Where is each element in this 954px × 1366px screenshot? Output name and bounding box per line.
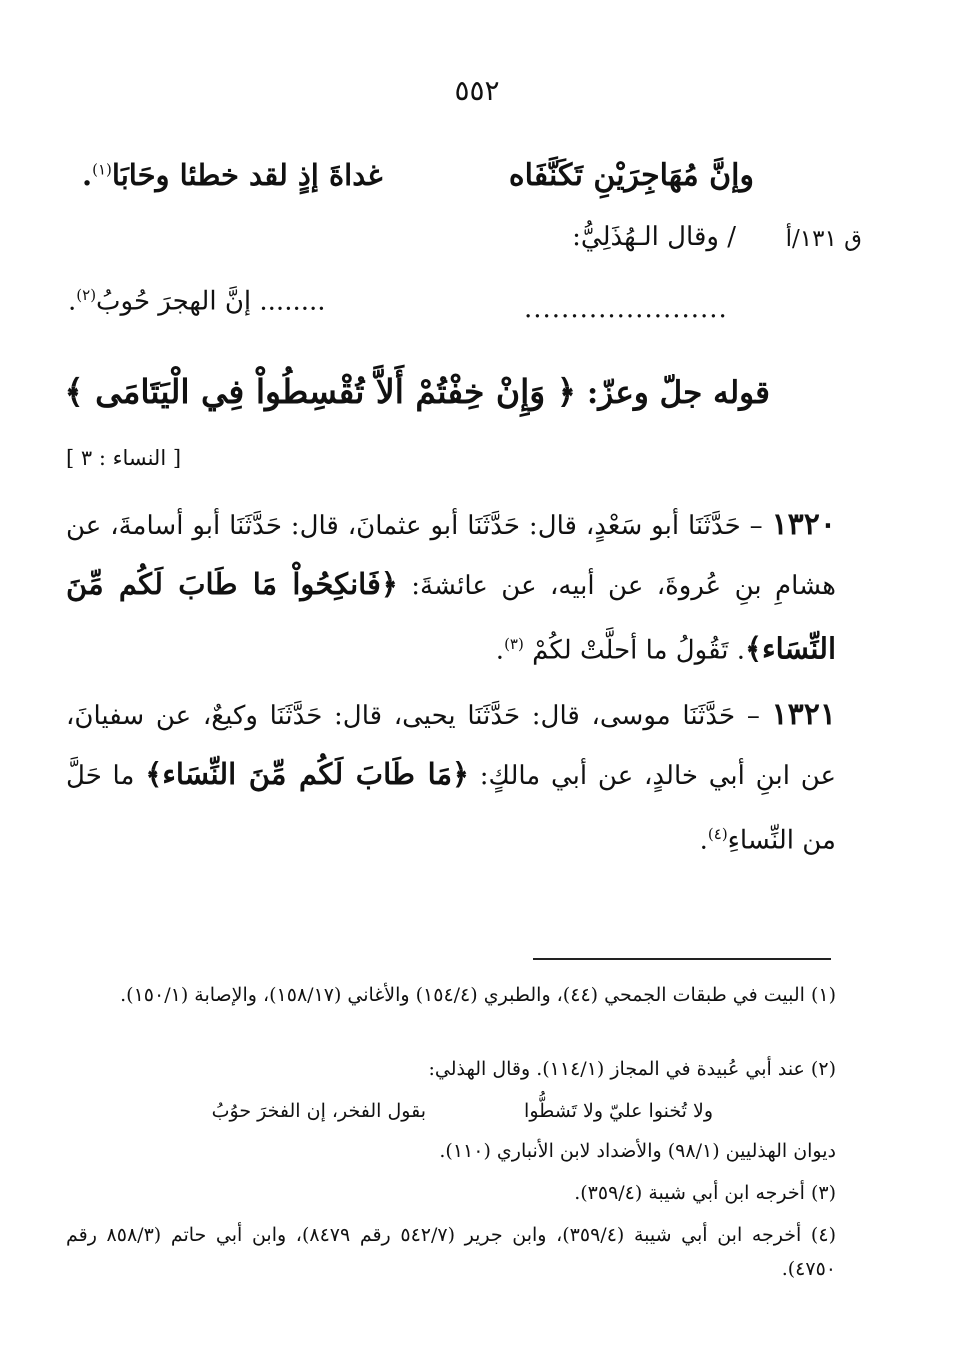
half-verse — [68, 286, 326, 317]
half-verse-text: ........ إنَّ الهجرَ حُوبُ — [96, 286, 326, 317]
footnote-2: (٢) عند أبي عُبيدة في المجاز (١١٤/١). وقال الهذلي: — [428, 1058, 836, 1080]
footnote-ref-1: (١) — [92, 160, 112, 179]
quran-quote: ﴿فَانكِحُواْ مَا طَابَ لَكُم مِّنَ النِّسَاء﴾ — [66, 567, 836, 666]
hadith-number: ١٣٢١ — [771, 697, 836, 732]
hadith-end: . — [699, 825, 708, 856]
missing-hemistich-dots: ...................... — [524, 294, 728, 324]
hadith-text-tail: . تَقُولُ ما أحلَّتْ لكُمْ — [532, 635, 746, 666]
hadith-text-tail: ما حَلَّ من النِّساءِ — [66, 761, 836, 856]
verse-second-hemistich-text: غداةَ إذٍ لقد خطئا وحَابَا — [111, 158, 383, 192]
page-number: ٥٥٢ — [454, 74, 500, 107]
footnote-3: (٣) أخرجه ابن أبي شيبة (٣٥٩/٤). — [574, 1182, 836, 1204]
footnote-2-source: ديوان الهذليين (٩٨/١) والأضداد لابن الأنباري (١١٠). — [439, 1140, 836, 1162]
hadith-text: – حَدَّثَنَا موسى، قال: حَدَّثَنَا يحيى، قال: حَدَّثَنَا وكيعٌ، عن سفيانَ، عن ابنِ أبي خالدٍ، عن أبي مالكٍ: — [66, 701, 836, 791]
manuscript-folio-note: ق ١٣١/أ — [785, 226, 862, 252]
hadith-1321 — [66, 686, 836, 870]
footnote-4: (٤) أخرجه ابن أبي شيبة (٣٥٩/٤)، وابن جرير (٥٤٢/٧ رقم ٨٤٧٩)، وابن أبي حاتم (٨٥٨/٣ رقم ٤٧٥٠). — [66, 1224, 836, 1280]
verse-second-hemistich: غداةَ إذٍ لقد خطئا وحَابَا$^{(١)}$. — [82, 158, 383, 192]
footnote-separator — [533, 958, 831, 960]
heading-ayah: ﴿ وَإِنْ خِفْتُمْ أَلاَّ تُقْسِطُواْ فِي الْيَتَامَى ﴾ — [64, 372, 577, 411]
hudhali-line: / وقال الـهُذَلِيُّ: — [572, 222, 736, 252]
section-heading — [64, 372, 770, 411]
hadith-end: . — [495, 635, 505, 666]
heading-intro: قوله جلّ وعزّ: — [586, 375, 770, 411]
surah-reference: [ النساء : ٣ ] — [66, 446, 182, 470]
footnote-2-hemistich-1: ولا تُخنوا عليّ ولا تَشطُّوا — [524, 1100, 713, 1122]
footnote-ref-4: (٤) — [707, 825, 728, 843]
footnote-ref-2: (٢) — [76, 286, 97, 304]
hadith-text: – حَدَّثَنَا أبو سَعْدٍ، قال: حَدَّثَنَا أبو عثمانَ، قال: حَدَّثَنَا أبو أسامةَ، عن هشامِ بنِ عُروةَ، عن أبيه، عن عائشةَ: — [66, 511, 836, 601]
footnote-1: (١) البيت في طبقات الجمحي (٤٤)، والطبري (١٥٤/٤) والأغاني (١٥٨/١٧)، والإصابة (١٥٠/١). — [120, 984, 836, 1006]
quran-quote: ﴿مَا طَابَ لَكُم مِّنَ النِّسَاء﴾ — [145, 757, 469, 791]
verse-first-hemistich: وإنَّ مُهَاجِرَيْنِ تَكَنَّفَاه — [508, 158, 754, 193]
hadith-1320 — [66, 496, 836, 680]
footnote-ref-3: (٣) — [504, 635, 524, 653]
hadith-number: ١٣٢٠ — [771, 507, 837, 542]
half-verse-end: . — [68, 286, 77, 317]
footnote-2-hemistich-2: بقول الفخر، إن الفخرَ حوُبُ — [211, 1100, 426, 1122]
